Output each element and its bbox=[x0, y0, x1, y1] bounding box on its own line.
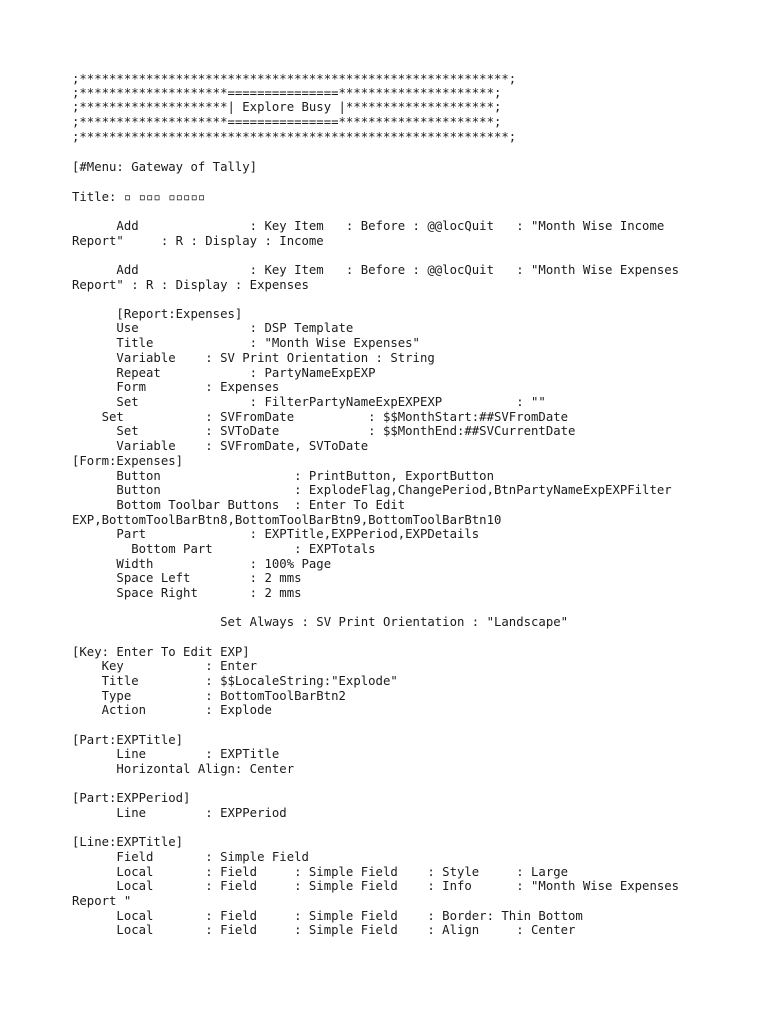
code-line: [#Menu: Gateway of Tally] bbox=[72, 160, 258, 174]
code-line: Line : EXPPeriod bbox=[72, 806, 287, 820]
code-line: EXP,BottomToolBarBtn8,BottomToolBarBtn9,BottomToolBarBtn10 bbox=[72, 513, 502, 527]
code-line: Title: ▫ ▫▫▫ ▫▫▫▫▫ bbox=[72, 190, 206, 204]
code-line: Report " bbox=[72, 894, 132, 908]
document-text bbox=[72, 0, 762, 937]
code-line: Title : $$LocaleString:"Explode" bbox=[72, 674, 398, 688]
code-line: [Line:EXPTitle] bbox=[72, 835, 184, 849]
code-line: Form : Expenses bbox=[72, 380, 280, 394]
code-line: Set : SVFromDate : $$MonthStart:##SVFromDate bbox=[72, 410, 569, 424]
code-line: [Part:EXPTitle] bbox=[72, 733, 184, 747]
code-line: Set Always : SV Print Orientation : "Landscape" bbox=[72, 615, 569, 629]
code-line: Type : BottomToolBarBtn2 bbox=[72, 689, 346, 703]
code-line: Add : Key Item : Before : @@locQuit : "Month Wise Income bbox=[72, 219, 665, 233]
code-line: Title : "Month Wise Expenses" bbox=[72, 336, 420, 350]
code-line: Local : Field : Simple Field : Style : Large bbox=[72, 865, 569, 879]
code-line: Space Left : 2 mms bbox=[72, 571, 302, 585]
code-line: Action : Explode bbox=[72, 703, 272, 717]
code-line: Field : Simple Field bbox=[72, 850, 309, 864]
code-line: Local : Field : Simple Field : Info : "Month Wise Expenses bbox=[72, 879, 680, 893]
code-line: Report" : R : Display : Expenses bbox=[72, 278, 309, 292]
code-line: Key : Enter bbox=[72, 659, 258, 673]
code-line: Variable : SVFromDate, SVToDate bbox=[72, 439, 369, 453]
code-line: Button : ExplodeFlag,ChangePeriod,BtnPartyNameExpEXPFilter bbox=[72, 483, 672, 497]
banner-title-line: ;********************| Explore Busy |********************; bbox=[72, 100, 502, 114]
code-line: Button : PrintButton, ExportButton bbox=[72, 469, 494, 483]
code-line: [Form:Expenses] bbox=[72, 454, 184, 468]
code-line: Bottom Part : EXPTotals bbox=[72, 542, 376, 556]
code-line: Local : Field : Simple Field : Align : Center bbox=[72, 923, 576, 937]
code-line: Repeat : PartyNameExpEXP bbox=[72, 366, 376, 380]
code-line: [Part:EXPPeriod] bbox=[72, 791, 191, 805]
banner-line-1: ;**********************************************************; bbox=[72, 72, 517, 86]
code-line: [Key: Enter To Edit EXP] bbox=[72, 645, 250, 659]
code-line: Line : EXPTitle bbox=[72, 747, 280, 761]
code-line: Add : Key Item : Before : @@locQuit : "Month Wise Expenses bbox=[72, 263, 680, 277]
code-line: Variable : SV Print Orientation : String bbox=[72, 351, 435, 365]
banner-line-4: ;********************===============*********************; bbox=[72, 115, 502, 129]
code-line: Part : EXPTitle,EXPPeriod,EXPDetails bbox=[72, 527, 480, 541]
code-line: Horizontal Align: Center bbox=[72, 762, 295, 776]
banner-line-2: ;********************===============*********************; bbox=[72, 86, 502, 100]
code-line: Bottom Toolbar Buttons : Enter To Edit bbox=[72, 498, 406, 512]
code-line: Width : 100% Page bbox=[72, 557, 332, 571]
code-line: Set : FilterPartyNameExpEXPEXP : "" bbox=[72, 395, 546, 409]
code-line: Space Right : 2 mms bbox=[72, 586, 302, 600]
code-line: [Report:Expenses] bbox=[72, 307, 243, 321]
code-line: Report" : R : Display : Income bbox=[72, 234, 324, 248]
banner-line-5: ;**********************************************************; bbox=[72, 130, 517, 144]
code-line: Local : Field : Simple Field : Border: Thin Bottom bbox=[72, 909, 583, 923]
code-line: Set : SVToDate : $$MonthEnd:##SVCurrentDate bbox=[72, 424, 576, 438]
code-line: Use : DSP Template bbox=[72, 321, 354, 335]
